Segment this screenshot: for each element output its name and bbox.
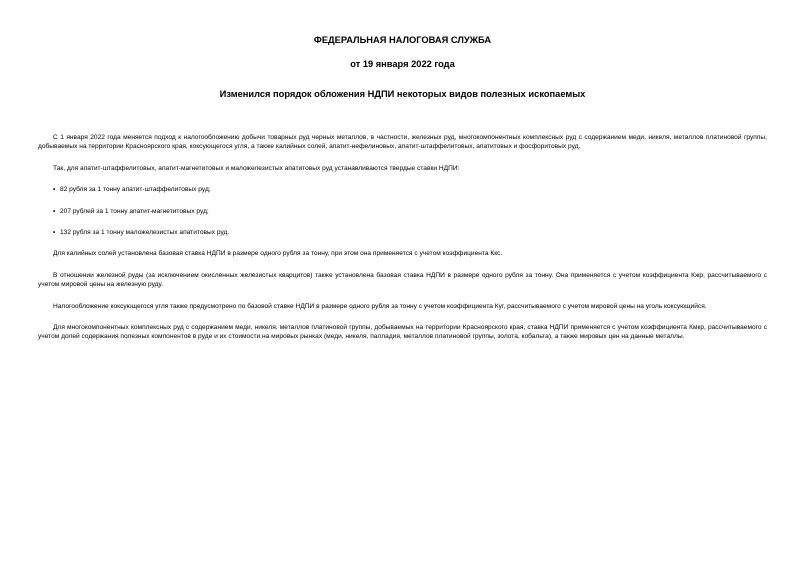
list-item-text: 207 рублей за 1 тонну апатит-магнетитовых руд; bbox=[60, 207, 209, 215]
list-item bbox=[38, 207, 767, 216]
paragraph-coking-coal: Налогообложение коксующегося угля также предусмотрено по базовой ставке НДПИ в размере одного рубля за тонну с учетом коэффициента Куг, рассчитываемого с учетом мировой цены на уголь коксующийся. bbox=[53, 302, 707, 310]
paragraph-potassium-salts: Для калийных солей установлена базовая ставка НДПИ в размере одного рубля за тонну, при этом она применяется с учетом коэффициента Ккс. bbox=[53, 250, 503, 258]
bullet-icon: • bbox=[53, 207, 56, 215]
paragraph-multicomponent-ores: Для многокомпонентных комплексных руд с содержанием меди, никеля, металлов платиновой группы, добываемых на территории Красноярского края, ставка НДПИ применяется с учетом коэффициента Кмкр, рассчитываемого с учетом долей содержания полезных компонентов в руде и их стоимости на мировых рынках (меди, никеля, палладия, металлов платиновой группы, золота, кобальта), а также мировых цен на данные металлы. bbox=[38, 324, 767, 341]
list-item bbox=[38, 185, 767, 194]
bullet-icon: • bbox=[53, 186, 56, 194]
agency-name: ФЕДЕРАЛЬНАЯ НАЛОГОВАЯ СЛУЖБА bbox=[313, 35, 492, 45]
list-item-text: 82 рубля за 1 тонну апатит-штаффелитовых руд; bbox=[60, 186, 211, 194]
paragraph-intro: С 1 января 2022 года меняется подход к налогообложению добычи товарных руд черных металлов, в частности, железных руд, многокомпонентных комплексных руд с содержанием меди, никеля, металлов платиновой группы, добываемых на территории Красноярского края, коксующегося угля, а также калийных солей, апатит-нефелиновых, апатит-штаффелитовых, апатитовых и фосфоритовых руд. bbox=[38, 134, 767, 151]
list-item-text: 132 рубля за 1 тонну маложелезистых апатитовых руд. bbox=[60, 229, 230, 237]
paragraph-fixed-rates: Так, для апатит-штаффелитовых, апатит-магнетитовых и маложелезистых апатитовых руд устанавливаются твердые ставки НДПИ: bbox=[53, 164, 460, 172]
list-item bbox=[38, 228, 767, 237]
document-date: от 19 января 2022 года bbox=[350, 59, 455, 69]
document-title: Изменился порядок обложения НДПИ некоторых видов полезных ископаемых bbox=[219, 89, 586, 99]
document-body bbox=[38, 133, 767, 342]
bullet-icon: • bbox=[53, 229, 56, 237]
paragraph-iron-ore: В отношении железной руды (за исключением окисленных железистых кварцитов) также установлена базовая ставка НДПИ в размере одного рубля за тонну. Она применяется с учетом коэффициента Кжр, рассчитываемого с учетом мировой цены на железную руду. bbox=[38, 271, 767, 289]
rates-list bbox=[38, 185, 767, 237]
